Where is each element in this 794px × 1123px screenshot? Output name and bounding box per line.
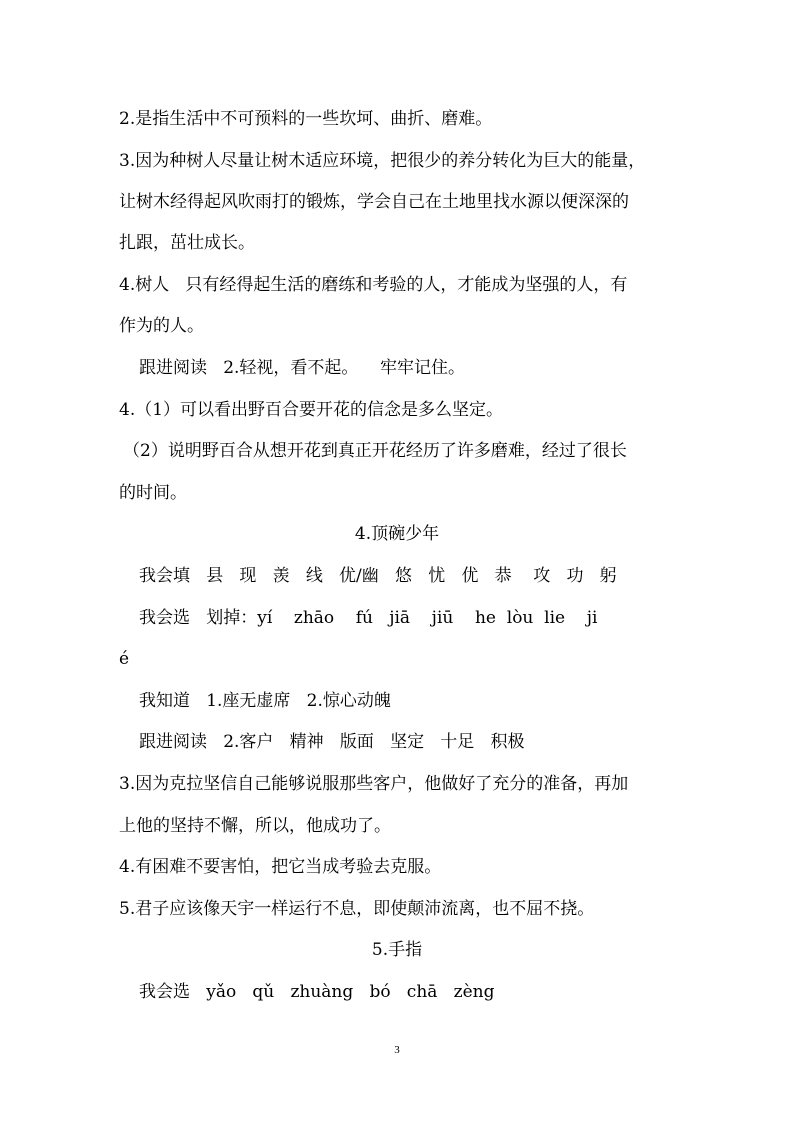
answer-line: 3.因为克拉坚信自己能够说服那些客户，他做好了充分的准备，再加 bbox=[119, 774, 629, 794]
answer-line: 的时间。 bbox=[119, 483, 187, 503]
answer-line: 跟进阅读 2.轻视，看不起。 牢牢记住。 bbox=[139, 358, 466, 378]
answer-line: 扎跟，茁壮成长。 bbox=[119, 233, 255, 253]
answer-line: 4.有困难不要害怕，把它当成考验去克服。 bbox=[119, 857, 442, 877]
answer-line: 5.君子应该像天宇一样运行不息，即使颠沛流离，也不屈不挠。 bbox=[119, 899, 595, 919]
answer-line: 我会填 县 现 羡 线 优/幽 悠 忧 优 恭 攻 功 躬 bbox=[139, 566, 617, 586]
answer-line: 3.因为种树人尽量让树木适应环境，把很少的养分转化为巨大的能量， bbox=[119, 151, 646, 171]
section-title: 4.顶碗少年 bbox=[354, 524, 440, 544]
answer-line: é bbox=[119, 649, 130, 669]
answer-line: 4.树人 只有经得起生活的磨练和考验的人，才能成为坚强的人，有 bbox=[119, 275, 628, 295]
answer-line: 我会选 划掉：yí zhāo fú jiā jiū he lòu lie ji bbox=[139, 608, 598, 628]
answer-line: 我知道 1.座无虚席 2.惊心动魄 bbox=[139, 691, 391, 711]
answer-line: 作为的人。 bbox=[119, 316, 204, 336]
answer-line: （2）说明野百合从想开花到真正开花经历了许多磨难，经过了很长 bbox=[123, 441, 627, 461]
answer-line: 上他的坚持不懈，所以，他成功了。 bbox=[119, 816, 391, 836]
answer-line: 让树木经得起风吹雨打的锻炼，学会自己在土地里找水源以便深深的 bbox=[119, 192, 629, 212]
answer-line: 4.（1）可以看出野百合要开花的信念是多么坚定。 bbox=[119, 400, 504, 420]
answer-line: 2.是指生活中不可预料的一些坎坷、曲折、磨难。 bbox=[119, 109, 493, 129]
answer-line: 我会选 yǎo qǔ zhuàng bó chā zèng bbox=[139, 982, 495, 1002]
page-number: 3 bbox=[394, 1044, 400, 1056]
answer-line: 跟进阅读 2.客户 精神 版面 坚定 十足 积极 bbox=[139, 732, 525, 752]
section-title: 5.手指 bbox=[371, 940, 423, 960]
